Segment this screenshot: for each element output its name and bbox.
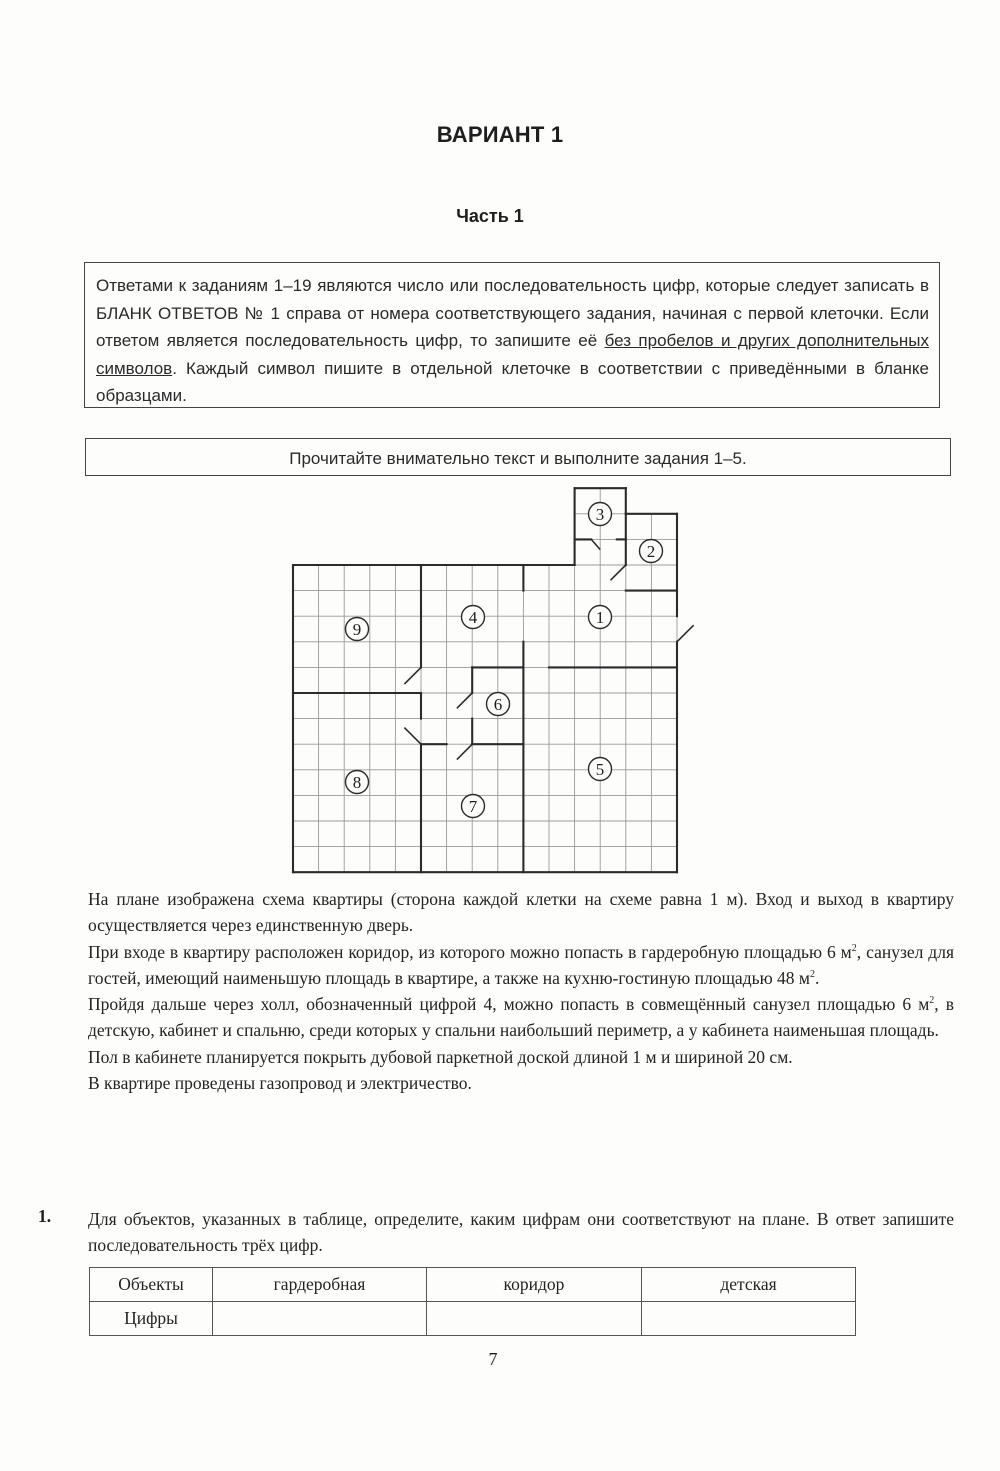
svg-text:4: 4 — [468, 608, 478, 627]
instructions-text: Ответами к заданиям 1–19 являются число или последовательность цифр, которые следует записать в БЛАНК ОТВЕТОВ № 1 справа от номера соответствующего задания, начиная с первой клеточки. Если ответом является последовательность цифр, то запишите её — [96, 276, 929, 350]
digit-answer-cell[interactable] — [427, 1302, 642, 1336]
room-label-1 — [589, 606, 612, 629]
instructions-underlined: без пробелов и других дополнительных символов — [96, 331, 929, 378]
page-title: ВАРИАНТ 1 — [436, 122, 564, 147]
description-paragraph: В квартире проведены газопровод и электричество. — [88, 1073, 472, 1094]
room-label-7 — [462, 795, 485, 818]
door-room-6 — [457, 693, 472, 708]
door-room-2 — [610, 565, 625, 580]
digit-answer-cell[interactable] — [213, 1302, 427, 1336]
object-cell: гардеробная — [213, 1268, 427, 1302]
plan-description — [88, 886, 954, 1096]
table-row-digits — [90, 1302, 856, 1336]
svg-text:3: 3 — [595, 505, 605, 524]
svg-text:8: 8 — [352, 773, 362, 792]
svg-text:5: 5 — [595, 760, 605, 779]
svg-text:1: 1 — [595, 608, 605, 627]
object-cell: детская — [642, 1268, 856, 1302]
description-paragraph: Пол в кабинете планируется покрыть дубовой паркетной доской длиной 1 м и шириной 20 см. — [88, 1046, 793, 1067]
description-paragraph: Пройдя дальше через холл, обозначенный цифрой 4, можно попасть в совмещённый санузел площадью 6 $м^2$, в детскую, кабинет и спальню, среди которых у спальни наибольший периметр, а у кабинета наименьшая площадь. — [88, 994, 954, 1041]
entrance-door — [677, 625, 694, 642]
description-paragraph: При входе в квартиру расположен коридор, из которого можно попасть в гардеробную площадью 6 $м^2$, санузел для гостей, имеющий наименьшую площадь в квартире, а также на кухню-гостиную площадью 48 $м^2$. — [88, 941, 954, 988]
room-label-5 — [589, 758, 612, 781]
svg-text:6: 6 — [493, 695, 503, 714]
door-room-3 — [591, 539, 600, 549]
read-prompt: Прочитайте внимательно текст и выполните задания 1–5. — [289, 449, 747, 468]
svg-text:7: 7 — [468, 797, 478, 816]
digit-answer-cell[interactable] — [642, 1302, 856, 1336]
room-label-2 — [640, 540, 663, 563]
answer-table — [89, 1267, 856, 1336]
door-room-9 — [404, 667, 421, 684]
door-room-7 — [457, 744, 472, 759]
room-label-3 — [589, 503, 612, 526]
question-number: 1. — [38, 1206, 52, 1226]
description-paragraph: На плане изображена схема квартиры (сторона каждой клетки на схеме равна 1 м). Вход и выход в квартиру осуществляется через единственную дверь. — [88, 889, 954, 936]
room-label-4 — [462, 606, 485, 629]
part-heading: Часть 1 — [456, 206, 524, 226]
row-header-digits: Цифры — [90, 1302, 213, 1336]
svg-text:9: 9 — [352, 620, 362, 639]
plan-walls — [293, 488, 677, 872]
plan-grid — [293, 488, 677, 872]
room-label-8 — [346, 771, 369, 794]
svg-text:2: 2 — [646, 542, 656, 561]
instructions-text-end: . Каждый символ пишите в отдельной клеточке в соответствии с приведёнными в бланке образцами. — [96, 358, 929, 405]
room-label-9 — [346, 618, 369, 641]
room-label-6 — [487, 693, 510, 716]
table-row-objects — [90, 1268, 856, 1302]
row-header-objects: Объекты — [90, 1268, 213, 1302]
object-cell: коридор — [427, 1268, 642, 1302]
page-number: 7 — [488, 1349, 498, 1369]
door-room-8 — [404, 728, 421, 745]
question-text: Для объектов, указанных в таблице, определите, каким цифрам они соответствуют на плане. В ответ запишите последовательность трёх цифр. — [88, 1209, 954, 1256]
